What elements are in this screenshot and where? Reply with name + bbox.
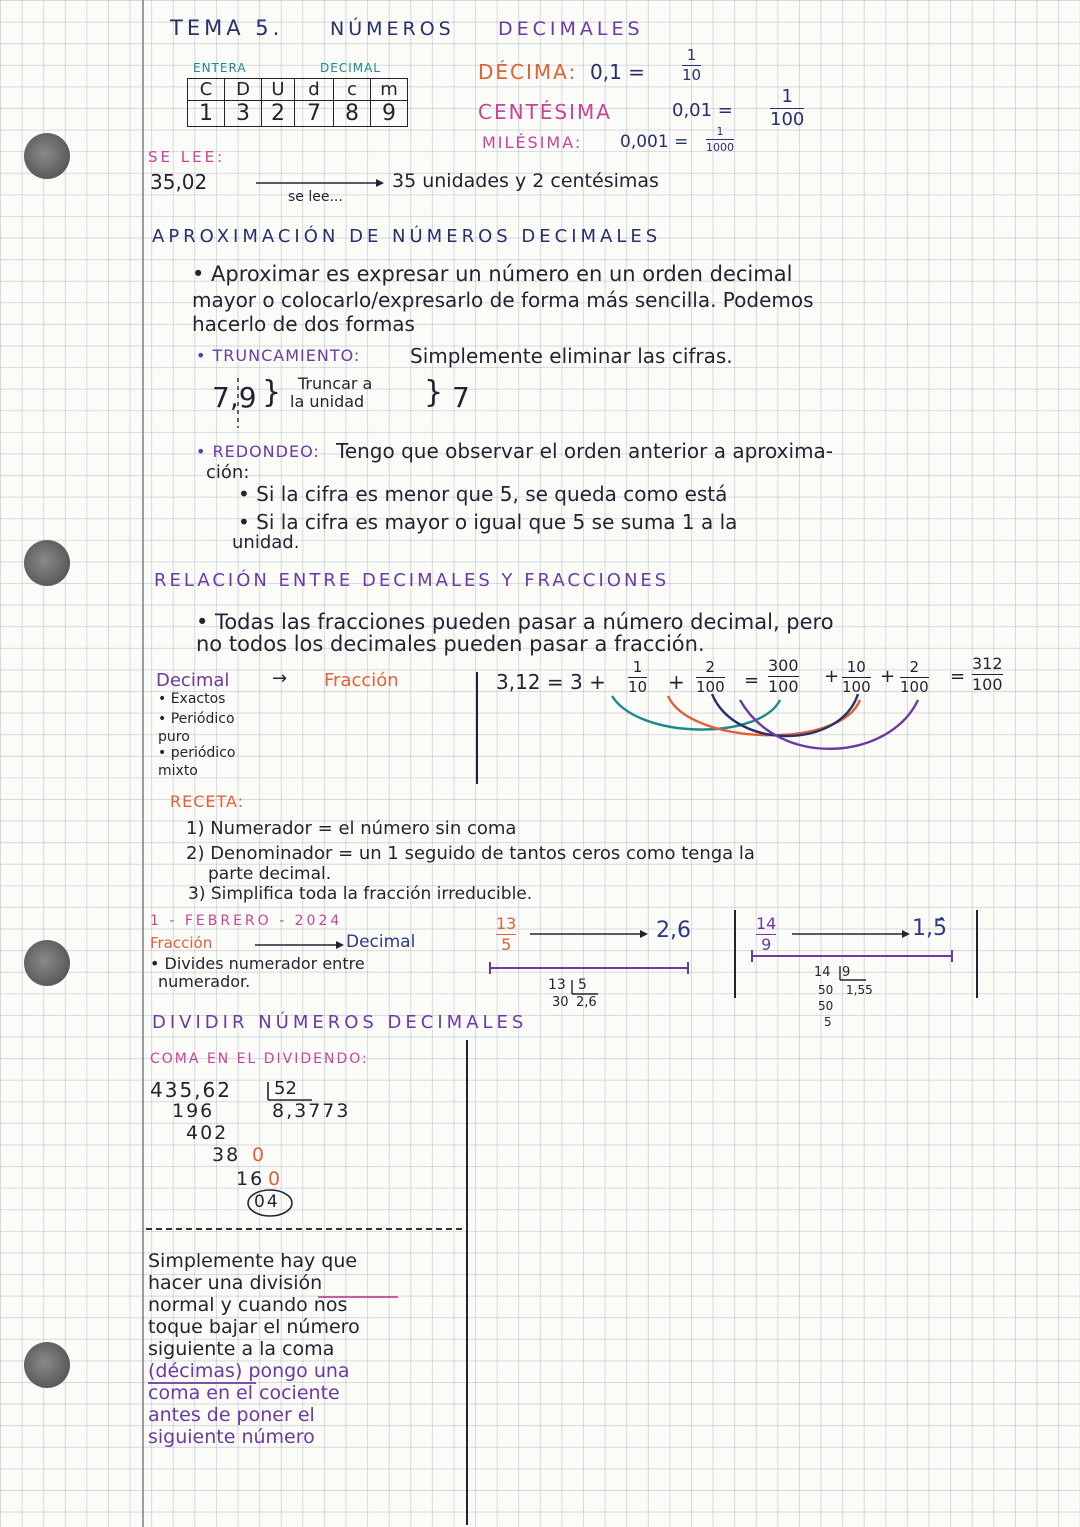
centesima-val: 0,01 = bbox=[672, 100, 733, 121]
div-divisor: 52 bbox=[274, 1078, 297, 1099]
ex2-den: 9 bbox=[761, 935, 772, 954]
aprox-p2: mayor o colocarlo/expresarlo de forma más sencilla. Podemos bbox=[192, 288, 814, 312]
f1-den: 10 bbox=[628, 678, 648, 696]
ex1-div-a: 13 bbox=[548, 977, 566, 993]
centesima-label: CENTÉSIMA bbox=[478, 100, 612, 124]
div-dividend: 435,62 bbox=[150, 1078, 232, 1102]
place-value-table bbox=[187, 78, 408, 127]
red-text1: Tengo que observar el orden anterior a aproxima- bbox=[336, 439, 834, 463]
expr-start: 3,12 = 3 + bbox=[496, 670, 606, 694]
arc-orange bbox=[668, 696, 860, 735]
relation-p2: no todos los decimales pueden pasar a fracción. bbox=[196, 632, 705, 656]
milesima-den: 1000 bbox=[706, 141, 734, 154]
relation-heading: RELACIÓN ENTRE DECIMALES Y FRACCIONES bbox=[154, 570, 670, 591]
ex1-den: 5 bbox=[501, 935, 512, 954]
header-m: m bbox=[371, 79, 408, 101]
brace-open-icon: } bbox=[262, 375, 282, 410]
milesima-frac bbox=[706, 126, 734, 153]
div-r3b: 0 bbox=[252, 1144, 265, 1166]
div-r1: 196 bbox=[172, 1100, 215, 1122]
relation-p1: • Todas las fracciones pueden pasar a número decimal, pero bbox=[196, 610, 834, 634]
div-quotient: 8,3773 bbox=[272, 1100, 351, 1122]
type-2: • Periódico bbox=[158, 711, 235, 727]
recipe-heading: RECETA: bbox=[170, 792, 245, 811]
f4-num: 10 bbox=[846, 658, 866, 676]
conv-txt2: numerador. bbox=[158, 972, 251, 991]
relation-frac: Fracción bbox=[324, 670, 399, 691]
expr-eq2: = bbox=[950, 666, 966, 687]
recipe-s2a: 2) Denominador = un 1 seguido de tantos ceros como tenga la bbox=[186, 843, 755, 864]
centesima-frac bbox=[770, 88, 804, 129]
digit-5: 8 bbox=[334, 101, 371, 127]
div-r4b: 0 bbox=[268, 1168, 281, 1190]
ex1-div-c: 30 bbox=[552, 995, 569, 1010]
title-right: DECIMALES bbox=[498, 18, 644, 40]
div-r2: 402 bbox=[186, 1122, 229, 1144]
ex2-div-e: 5 bbox=[824, 1015, 832, 1029]
binder-hole bbox=[24, 133, 70, 179]
divider-vertical bbox=[476, 672, 478, 784]
f2-den: 100 bbox=[696, 678, 725, 696]
digit-2: 3 bbox=[225, 101, 262, 127]
type-4: • periódico bbox=[158, 745, 236, 761]
expr-eq1: = bbox=[744, 670, 760, 691]
arc-navy bbox=[712, 694, 858, 736]
recipe-s3: 3) Simplifica toda la fracción irreducible. bbox=[188, 884, 533, 904]
note-3: normal y cuando nos bbox=[148, 1294, 348, 1316]
trunc-note1: Truncar a bbox=[298, 374, 373, 393]
f2-num: 2 bbox=[705, 658, 716, 676]
milesima-num: 1 bbox=[716, 125, 724, 138]
ex2-div-d: 50 bbox=[818, 999, 834, 1013]
ex2-div-a: 14 bbox=[814, 965, 831, 980]
ex1-frac bbox=[496, 916, 516, 953]
expr-frac-5 bbox=[900, 660, 929, 695]
note-1: Simplemente hay que bbox=[148, 1250, 358, 1272]
trunc-label: • TRUNCAMIENTO: bbox=[196, 346, 361, 365]
f6-den: 100 bbox=[972, 675, 1003, 694]
f4-den: 100 bbox=[842, 678, 871, 696]
recipe-s2b: parte decimal. bbox=[208, 864, 332, 884]
digit-1: 1 bbox=[188, 101, 225, 127]
trunc-text: Simplemente eliminar las cifras. bbox=[410, 344, 733, 368]
type-1: • Exactos bbox=[158, 691, 226, 707]
dashed-separator bbox=[146, 1228, 462, 1230]
arc-purple bbox=[740, 700, 918, 749]
trunc-number: 7,9 bbox=[212, 381, 257, 414]
note-2: hacer una división bbox=[148, 1272, 323, 1294]
binder-hole bbox=[24, 940, 70, 986]
red-bullet2: • Si la cifra es mayor o igual que 5 se suma 1 a la bbox=[238, 510, 738, 534]
expr-frac-1 bbox=[628, 660, 647, 695]
decima-label: DÉCIMA: bbox=[478, 60, 578, 84]
conv-txt1: • Divides numerador entre bbox=[150, 954, 365, 973]
relation-arrow: → bbox=[272, 668, 288, 689]
conv-frac: Fracción bbox=[150, 934, 213, 952]
expr-frac-6 bbox=[972, 656, 1003, 693]
centesima-den: 100 bbox=[770, 109, 805, 130]
title-mid: NÚMEROS bbox=[330, 18, 455, 40]
expr-frac-4 bbox=[842, 660, 871, 695]
trunc-note2: la unidad bbox=[290, 392, 365, 411]
decima-val: 0,1 = bbox=[590, 60, 645, 84]
note-4: toque bajar el número bbox=[148, 1316, 360, 1338]
table-entera: ENTERA bbox=[193, 61, 247, 75]
binder-hole bbox=[24, 540, 70, 586]
ex2-div-q: 1,55 bbox=[846, 983, 873, 997]
divider-vertical-3 bbox=[976, 910, 978, 998]
aprox-p1: • Aproximar es expresar un número en un orden decimal bbox=[192, 262, 793, 286]
conv-date: 1 - FEBRERO - 2024 bbox=[150, 913, 343, 929]
expr-plus2: + bbox=[824, 666, 840, 687]
ex2-frac bbox=[756, 916, 776, 953]
expr-plus1: + bbox=[668, 670, 685, 694]
ex1-div-b: 5 bbox=[578, 977, 587, 993]
digit-4: 7 bbox=[295, 101, 334, 127]
trunc-result: 7 bbox=[452, 381, 470, 414]
expr-plus3: + bbox=[880, 666, 896, 687]
ex2-num: 14 bbox=[756, 914, 777, 933]
reading-label: SE LEE: bbox=[148, 148, 226, 166]
milesima-val: 0,001 = bbox=[620, 132, 689, 152]
note-8: antes de poner el bbox=[148, 1404, 315, 1426]
divider-vertical-4 bbox=[466, 1040, 468, 1525]
divide-heading: DIVIDIR NÚMEROS DECIMALES bbox=[152, 1012, 528, 1033]
header-u: U bbox=[262, 79, 295, 101]
f3-den: 100 bbox=[768, 677, 799, 696]
digit-3: 2 bbox=[262, 101, 295, 127]
div-r4a: 16 bbox=[236, 1168, 265, 1190]
binder-hole bbox=[24, 1342, 70, 1388]
f1-num: 1 bbox=[632, 658, 643, 676]
divide-sub: COMA EN EL DIVIDENDO: bbox=[150, 1051, 369, 1067]
header-dd: d bbox=[295, 79, 334, 101]
decima-den: 10 bbox=[682, 66, 702, 84]
reading-number: 35,02 bbox=[150, 170, 208, 194]
ex1-num: 13 bbox=[496, 914, 517, 933]
ex2-div-b: 9 bbox=[842, 965, 851, 980]
ex1-div-q: 2,6 bbox=[576, 995, 597, 1010]
red-bullet1: • Si la cifra es menor que 5, se queda como está bbox=[238, 482, 728, 506]
title-left: TEMA 5. bbox=[170, 16, 284, 40]
note-7: coma en el cociente bbox=[148, 1382, 340, 1404]
digit-6: 9 bbox=[371, 101, 408, 127]
header-c: C bbox=[188, 79, 225, 101]
ex1-res: 2,6 bbox=[656, 918, 691, 943]
header-cc: c bbox=[334, 79, 371, 101]
note-6: (décimas) pongo una bbox=[148, 1360, 350, 1382]
relation-dec: Decimal bbox=[156, 670, 230, 691]
type-5: mixto bbox=[158, 763, 198, 779]
f6-num: 312 bbox=[972, 654, 1003, 673]
ex2-div-c: 50 bbox=[818, 983, 834, 997]
red-label: • REDONDEO: bbox=[196, 442, 320, 461]
reading-arrow-text: se lee... bbox=[288, 189, 343, 205]
red-text2: ción: bbox=[206, 462, 250, 483]
red-bullet3: unidad. bbox=[232, 532, 300, 553]
reading-result: 35 unidades y 2 centésimas bbox=[392, 170, 659, 192]
brace-close-icon: } bbox=[424, 375, 444, 410]
div-r5: 04 bbox=[254, 1192, 280, 1212]
f5-den: 100 bbox=[900, 678, 929, 696]
note-9: siguiente número bbox=[148, 1426, 315, 1448]
expr-frac-2 bbox=[696, 660, 725, 695]
divider-vertical-2 bbox=[734, 910, 736, 998]
ex2-res: 1,5̂ bbox=[912, 916, 947, 941]
milesima-label: MILÉSIMA: bbox=[482, 133, 583, 152]
table-decimal: DECIMAL bbox=[320, 61, 381, 75]
centesima-num: 1 bbox=[781, 86, 793, 107]
aprox-heading: APROXIMACIÓN DE NÚMEROS DECIMALES bbox=[152, 226, 662, 247]
f5-num: 2 bbox=[909, 658, 920, 676]
f3-num: 300 bbox=[768, 656, 799, 675]
expr-frac-3 bbox=[768, 658, 799, 695]
aprox-p3: hacerlo de dos formas bbox=[192, 312, 415, 336]
arc-teal bbox=[612, 696, 780, 730]
header-d: D bbox=[225, 79, 262, 101]
conv-dec: Decimal bbox=[346, 932, 416, 952]
note-5: siguiente a la coma bbox=[148, 1338, 335, 1360]
decima-frac bbox=[682, 48, 701, 83]
decima-num: 1 bbox=[686, 46, 697, 64]
type-3: puro bbox=[158, 729, 190, 745]
div-r3a: 38 bbox=[212, 1144, 241, 1166]
recipe-s1: 1) Numerador = el número sin coma bbox=[186, 818, 517, 839]
